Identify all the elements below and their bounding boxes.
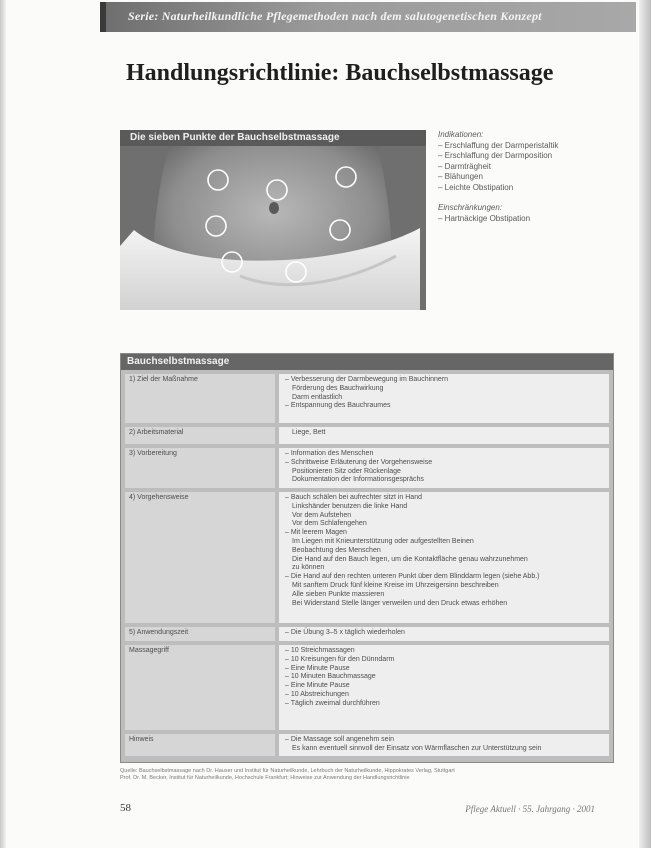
row-line: Förderung des Bauchwirkung	[292, 384, 384, 392]
indication-item: – Erschlaffung der Darmperistaltik	[438, 141, 618, 152]
limit-item: – Hartnäckige Obstipation	[438, 214, 618, 225]
row-label: 2) Arbeitsmaterial	[125, 427, 275, 444]
row-label: Hinweis	[125, 734, 275, 756]
row-line: – Die Massage soll angenehm sein	[285, 736, 603, 745]
row-line: Im Liegen mit Knieunterstützung oder aufgestellten Beinen	[292, 537, 474, 545]
row-line: – Verbesserung der Darmbewegung im Bauchinnern	[285, 376, 603, 385]
row-line: Die Hand auf den Bauch legen, um die Kontaktfläche genau wahrzunehmen	[292, 555, 528, 563]
row-line: – 10 Abstreichungen	[285, 691, 603, 700]
row-content	[279, 427, 609, 444]
row-line: Positionieren Sitz oder Rückenlage	[292, 467, 401, 475]
row-line: – Information des Menschen	[285, 450, 603, 459]
table-row	[125, 374, 609, 423]
indication-item: – Darmträgheit	[438, 162, 618, 173]
indications-heading: Indikationen:	[438, 130, 484, 139]
indication-item: – Leichte Obstipation	[438, 183, 618, 194]
row-content	[279, 645, 609, 730]
table-row	[125, 627, 609, 641]
indication-item: – Erschlaffung der Darmposition	[438, 151, 618, 162]
row-label: 1) Ziel der Maßnahme	[125, 374, 275, 423]
page-edge-left	[0, 0, 6, 848]
row-line: Darm entlastlich	[292, 393, 343, 401]
row-line: Mit sanftem Druck fünf kleine Kreise im Uhrzeigersinn beschreiben	[292, 581, 499, 589]
row-label: 5) Anwendungszeit	[125, 627, 275, 641]
figure-caption: Die sieben Punkte der Bauchselbstmassage	[120, 130, 426, 146]
row-line: – Eine Minute Pause	[285, 665, 603, 674]
source-line: Quelle: Bauchselbstmassage nach Dr. Hauser und Institut für Naturheilkunde, Lehrbuch der Naturheilkunde, Hippokrates Verlag, Stuttgart	[120, 768, 455, 774]
source-line: Prof. Dr. M. Becker, Institut für Naturheilkunde, Hochschule Frankfurt; Hinweise zur Anwendung der Handlungsrichtlinie	[120, 775, 410, 781]
massage-table	[120, 353, 614, 763]
row-line: Alle sieben Punkte massieren	[292, 590, 385, 598]
abdomen-illustration	[120, 146, 426, 310]
row-line: – 10 Kreisungen für den Dünndarm	[285, 656, 603, 665]
abdomen-photo	[120, 130, 426, 310]
row-line: – Bauch schälen bei aufrechter sitzt in Hand	[285, 494, 603, 503]
row-line: Liege, Bett	[292, 429, 326, 436]
indications-list	[438, 141, 618, 194]
table-title: Bauchselbstmassage	[121, 354, 613, 370]
page-title: Handlungsrichtlinie: Bauchselbstmassage	[126, 60, 554, 86]
table-row	[125, 427, 609, 444]
table-row	[125, 492, 609, 623]
journal-name: Pflege Aktuell · 55. Jahrgang · 2001	[465, 804, 595, 814]
row-line: Beobachtung des Menschen	[292, 546, 381, 554]
row-line: – Schrittweise Erläuterung der Vorgehensweise	[285, 459, 603, 468]
row-line: Dokumentation der Informationsgesprächs	[292, 476, 424, 484]
row-line: – Entspannung des Bauchraumes	[285, 402, 603, 411]
row-line: – Täglich zweimal durchführen	[285, 700, 603, 709]
row-label: 4) Vorgehensweise	[125, 492, 275, 623]
indication-item: – Blähungen	[438, 172, 618, 183]
row-line: – Eine Minute Pause	[285, 682, 603, 691]
series-banner	[100, 2, 636, 32]
row-line: – Mit leerem Magen	[285, 529, 603, 538]
limits-heading: Einschränkungen:	[438, 203, 503, 212]
row-line: – 10 Streichmassagen	[285, 647, 603, 656]
page-edge-right	[639, 0, 651, 848]
row-line: Es kann eventuell sinnvoll der Einsatz von Wärmflaschen zur Unterstützung sein	[292, 744, 542, 752]
table-row	[125, 734, 609, 756]
row-line: – 10 Minuten Bauchmassage	[285, 673, 603, 682]
limits-list	[438, 214, 618, 225]
row-line: Bei Widerstand Stelle länger verweilen und den Druck etwas erhöhen	[292, 599, 508, 607]
row-content	[279, 627, 609, 641]
row-line: Vor dem Aufstehen	[292, 511, 352, 519]
row-label: Massagegriff	[125, 645, 275, 730]
row-line: – Die Übung 3–5 x täglich wiederholen	[285, 629, 603, 638]
row-line: Vor dem Schlafengehen	[292, 520, 367, 528]
row-content	[279, 492, 609, 623]
source-notes	[120, 768, 612, 782]
page-number: 58	[120, 802, 131, 814]
row-label: 3) Vorbereitung	[125, 448, 275, 488]
row-content	[279, 374, 609, 423]
row-content	[279, 734, 609, 756]
table-row	[125, 645, 609, 730]
row-content	[279, 448, 609, 488]
indications-box	[438, 130, 618, 224]
row-line: zu können	[292, 564, 325, 572]
row-line: Linkshänder benutzen die linke Hand	[292, 502, 408, 510]
series-title: Serie: Naturheilkundliche Pflegemethoden nach dem salutogenetischen Konzept	[128, 9, 542, 23]
table-row	[125, 448, 609, 488]
row-line: – Die Hand auf den rechten unteren Punkt über dem Blinddarm legen (siehe Abb.)	[285, 573, 603, 582]
